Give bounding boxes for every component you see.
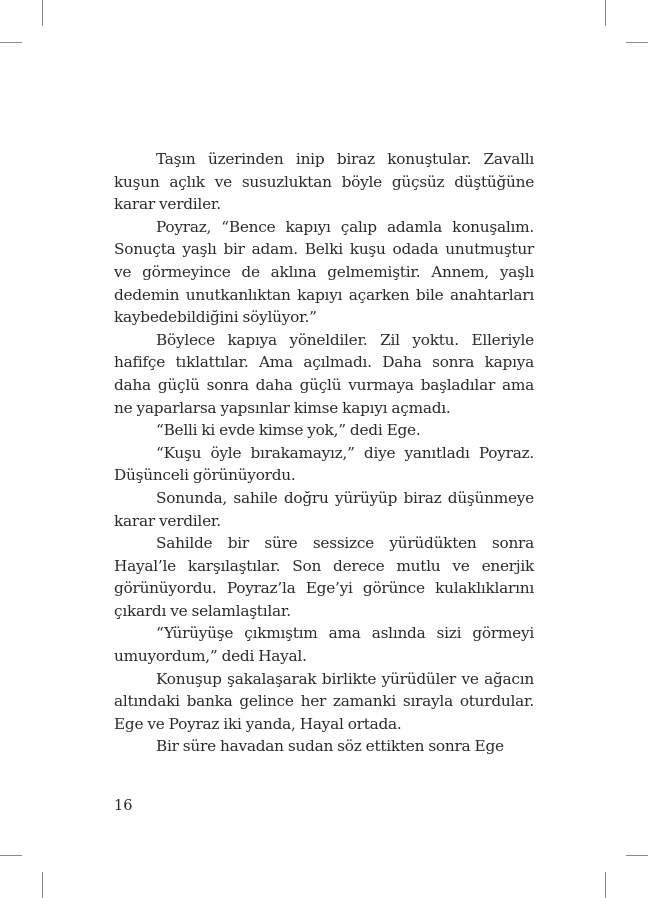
crop-mark-bottom-left-horizontal — [0, 855, 22, 856]
paragraph: Böylece kapıya yöneldiler. Zil yoktu. Elleriyle hafifçe tıklattılar. Ama açılmadı. Daha sonra kapıya daha güçlü sonra daha güçlü vurmaya başladılar ama ne yaparlarsa yapsınlar kimse kapıyı açmadı. — [114, 330, 534, 417]
crop-mark-bottom-left-vertical — [42, 872, 43, 898]
crop-mark-top-right-vertical — [605, 0, 606, 26]
paragraph: Taşın üzerinden inip biraz konuştular. Zavallı kuşun açlık ve susuzluktan böyle güçsüz düştüğüne karar verdiler. — [114, 150, 534, 214]
crop-mark-bottom-right-horizontal — [626, 855, 648, 856]
body-text — [114, 148, 534, 758]
crop-mark-bottom-right-vertical — [605, 872, 606, 898]
paragraph: “Kuşu öyle bırakamayız,” diye yanıtladı Poyraz. Düşünceli görünüyordu. — [114, 443, 534, 485]
paragraph: “Belli ki evde kimse yok,” dedi Ege. — [156, 421, 421, 440]
crop-mark-top-right-horizontal — [626, 42, 648, 43]
paragraph: Sonunda, sahile doğru yürüyüp biraz düşünmeye karar verdiler. — [114, 488, 534, 530]
paragraph: Konuşup şakalaşarak birlikte yürüdüler ve ağacın altındaki banka gelince her zamanki sırayla oturdular. Ege ve Poyraz iki yanda, Hayal ortada. — [114, 669, 534, 733]
paragraph: Bir süre havadan sudan söz ettikten sonra Ege — [156, 737, 504, 756]
paragraph: Sahilde bir süre sessizce yürüdükten sonra Hayal’le karşılaştılar. Son derece mutlu ve enerjik görünüyordu. Poyraz’la Ege’yi görünce kulaklıklarını çıkardı ve selamlaştılar. — [114, 534, 534, 620]
page-number: 16 — [114, 798, 133, 814]
paragraph: Poyraz, “Bence kapıyı çalıp adamla konuşalım. Sonuçta yaşlı bir adam. Belki kuşu odada unutmuştur ve görmeyince de aklına gelmemiştir. Annem, yaşlı dedemin unutkanlıktan kapıyı açarken bile anahtarları kaybedebildiğini söylüyor.” — [114, 217, 534, 327]
crop-mark-top-left-horizontal — [0, 42, 22, 43]
crop-mark-top-left-vertical — [42, 0, 43, 26]
paragraph: “Yürüyüşe çıkmıştım ama aslında sizi görmeyi umuyordum,” dedi Hayal. — [114, 624, 534, 666]
